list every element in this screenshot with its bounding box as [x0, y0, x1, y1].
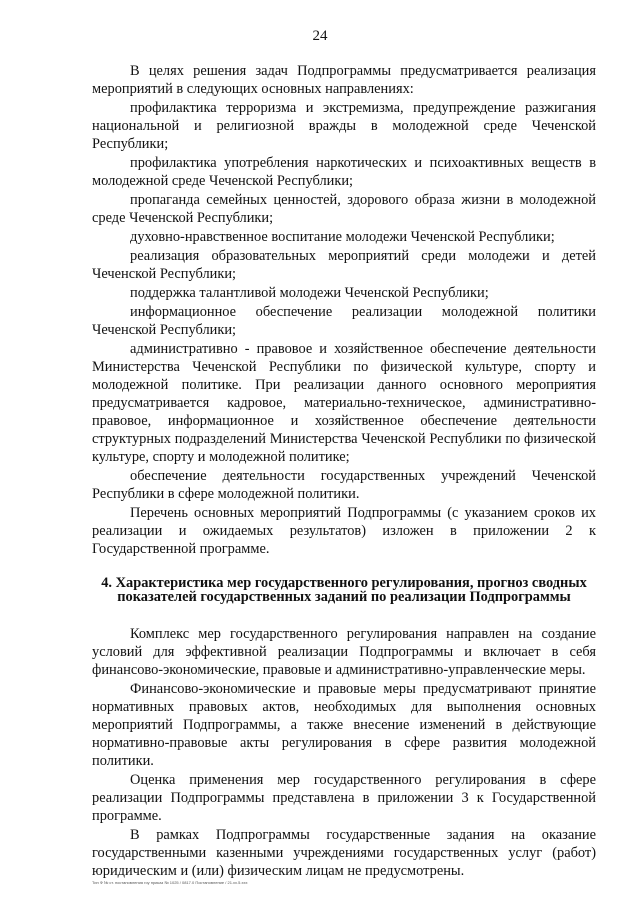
paragraph: профилактика употребления наркотических и психоактивных веществ в молодежной среде Чеченской Республики; [92, 155, 596, 189]
paragraph: В целях решения задач Подпрограммы предусматривается реализация мероприятий в следующих основных направлениях: [92, 63, 596, 97]
paragraph: поддержка талантливой молодежи Чеченской Республики; [130, 285, 489, 301]
paragraph: Комплекс мер государственного регулирования направлен на создание условий для эффективной реализации Подпрограммы и включает в себя финансово-экономические, правовые и административно-управленческие меры. [92, 626, 596, 678]
section-heading: 4. Характеристика мер государственного регулирования, прогноз сводных показателей государственных заданий по реализации Подпрограммы [101, 575, 587, 605]
page-number: 24 [312, 28, 328, 44]
paragraph: В рамках Подпрограммы государственные задания на оказание государственными казенными учреждениями государственных услуг (работ) юридическим и (или) физическим лицам не предусмотрены. [92, 827, 596, 879]
paragraph: реализация образовательных мероприятий среди молодежи и детей Чеченской Республики; [92, 248, 596, 282]
document-body [92, 62, 596, 880]
paragraph: профилактика терроризма и экстремизма, предупреждение разжигания национальной и религиозной вражды в молодежной среде Чеченской Республики; [92, 100, 596, 152]
paragraph: Перечень основных мероприятий Подпрограммы (с указанием сроков их реализации и ожидаемых результатов) изложен в приложении 2 к Государственной программе. [92, 505, 596, 557]
paragraph: административно - правовое и хозяйственное обеспечение деятельности Министерства Чеченской Республики по физической культуре, спорту и молодежной политике. При реализации данного основного мероприятия предусматривается кадровое, материально-техническое, административно-правовое, информационное и хозяйственное обеспечение деятельности структурных подразделений Министерства Чеченской Республики по физической культуре, спорту и молодежной политике; [92, 341, 596, 465]
paragraph: информационное обеспечение реализации молодежной политики Чеченской Республики; [92, 304, 596, 338]
paragraph: обеспечение деятельности государственных учреждений Чеченской Республики в сфере молодежной политики. [92, 468, 596, 502]
paragraph: Финансово-экономические и правовые меры предусматривают принятие нормативных правовых актов, необходимых для выполнения основных мероприятий Подпрограммы, а также внесение изменений в действующие нормативно-правовые акты регулирования в сфере развития молодежной политики. [92, 681, 596, 769]
paragraph: духовно-нравственное воспитание молодежи Чеченской Республики; [130, 229, 555, 245]
footer-note: Тип Ф № ст. постановления гоу приказ № 1025 / 0817.0 Постановление / 21.xx.5.xxx [92, 880, 248, 885]
paragraph: пропаганда семейных ценностей, здорового образа жизни в молодежной среде Чеченской Республики; [92, 192, 596, 226]
paragraph: Оценка применения мер государственного регулирования в сфере реализации Подпрограммы представлена в приложении 3 к Государственной программе. [92, 772, 596, 824]
